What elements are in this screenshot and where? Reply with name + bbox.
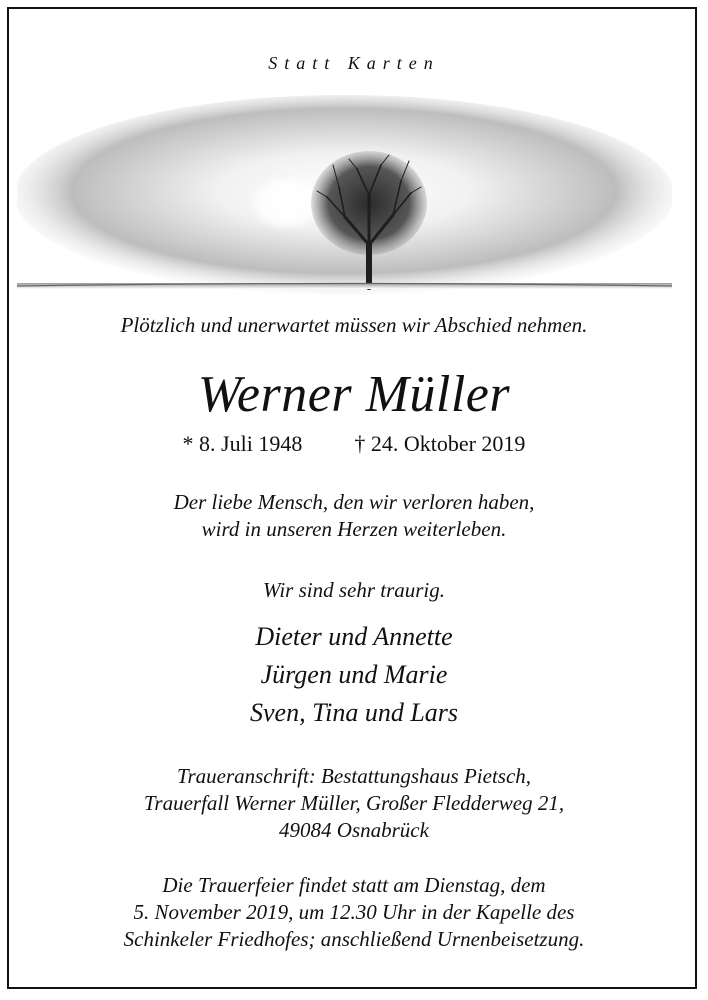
deceased-name: Werner Müller (197, 366, 511, 423)
verse-line: Der liebe Mensch, den wir verloren haben, (173, 490, 535, 514)
obituary-card (7, 7, 697, 989)
service-line: Schinkeler Friedhofes; anschließend Urnenbeisetzung. (123, 927, 585, 951)
verse-line: wird in unseren Herzen weiterleben. (201, 517, 507, 541)
birth-date: * 8. Juli 1948 (182, 431, 303, 456)
verse (9, 489, 699, 543)
service-info (9, 872, 699, 953)
address-line: Trauerfall Werner Müller, Großer Fledderweg 21, (143, 791, 565, 815)
mourner-family: Jürgen und Marie (260, 660, 448, 689)
life-dates (9, 431, 699, 457)
header-text: Statt Karten (268, 53, 440, 73)
address-line: 49084 Osnabrück (279, 818, 429, 842)
mourners-list (9, 618, 699, 732)
mourners-intro: Wir sind sehr traurig. (262, 578, 446, 602)
mourning-address (9, 763, 699, 844)
mourner-family: Sven, Tina und Lars (249, 698, 459, 727)
mourner-family: Dieter und Annette (255, 622, 453, 651)
intro-text: Plötzlich und unerwartet müssen wir Abschied nehmen. (120, 313, 588, 337)
service-line: 5. November 2019, um 12.30 Uhr in der Kapelle des (133, 900, 575, 924)
tree-at-dusk-icon (17, 95, 672, 297)
address-line: Traueranschrift: Bestattungshaus Pietsch, (176, 764, 532, 788)
death-date: † 24. Oktober 2019 (354, 431, 526, 456)
service-line: Die Trauerfeier findet statt am Dienstag, dem (162, 873, 546, 897)
